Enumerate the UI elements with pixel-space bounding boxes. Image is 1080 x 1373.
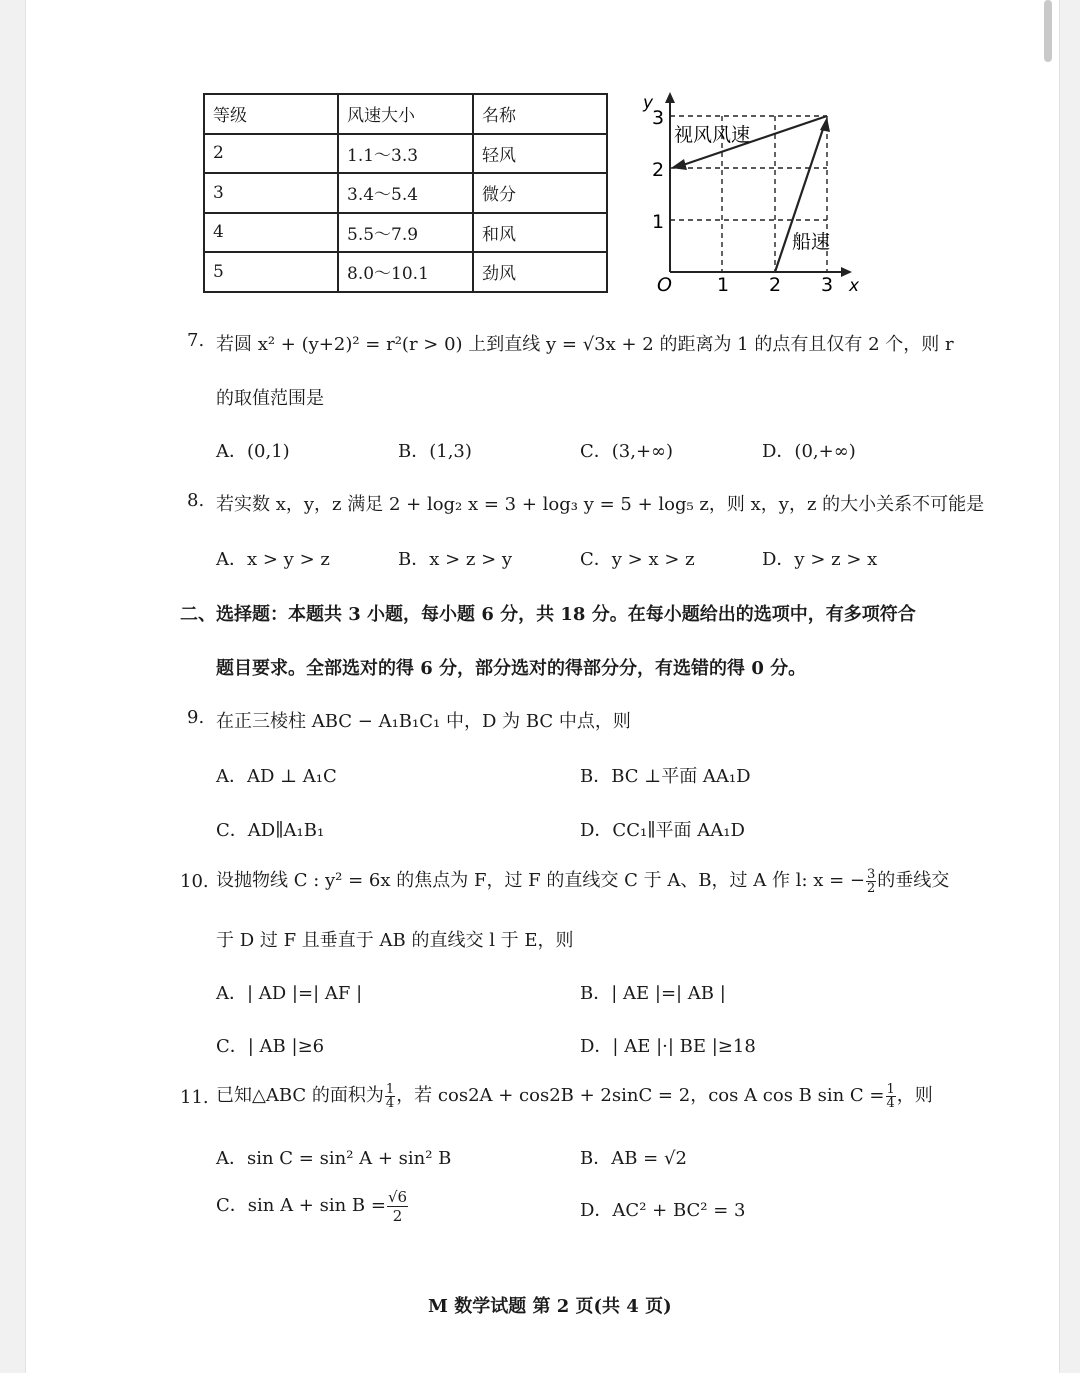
q10-option-b: B．| AE |=| AB | bbox=[580, 983, 726, 1004]
q10-option-c: C．| AB |≥6 bbox=[216, 1036, 325, 1057]
wind-vector-diagram bbox=[640, 88, 870, 298]
table-header-cell: 风速大小 bbox=[338, 94, 473, 134]
table-row bbox=[204, 134, 607, 174]
q11-option-d: D．AC² + BC² = 3 bbox=[580, 1200, 746, 1221]
table-cell: 轻风 bbox=[473, 134, 607, 174]
q7-option-a: A．(0,1) bbox=[216, 441, 290, 462]
table-header-row bbox=[204, 94, 607, 134]
table-row bbox=[204, 213, 607, 253]
wind-level-table bbox=[203, 93, 608, 293]
q8-option-b: B．x > z > y bbox=[398, 549, 513, 570]
question-9-number: 9. bbox=[187, 707, 205, 728]
table-row bbox=[204, 173, 607, 213]
q11-option-a: A．sin C = sin² A + sin² B bbox=[216, 1148, 452, 1169]
table-cell: 2 bbox=[204, 134, 338, 174]
q11-option-b: B．AB = √2 bbox=[580, 1148, 687, 1169]
y-tick-label: 2 bbox=[652, 159, 665, 181]
fraction bbox=[886, 1083, 896, 1110]
section-2-heading-cont: 题目要求。全部选对的得 6 分，部分选对的得部分分，有选错的得 0 分。 bbox=[216, 658, 807, 679]
q9-option-d: D．CC₁∥平面 AA₁D bbox=[580, 820, 745, 841]
q11-option-c-text: C．sin A + sin B = bbox=[216, 1195, 386, 1216]
fraction-denominator: 2 bbox=[867, 880, 876, 896]
table-cell: 劲风 bbox=[473, 252, 607, 292]
x-axis-label: x bbox=[849, 276, 860, 296]
question-9-text: 在正三棱柱 ABC − A₁B₁C₁ 中，D 为 BC 中点，则 bbox=[216, 711, 631, 732]
table-row bbox=[204, 252, 607, 292]
x-tick-label: 2 bbox=[769, 274, 782, 296]
question-11-text-c: ，则 bbox=[896, 1085, 933, 1106]
question-10-text bbox=[216, 866, 949, 896]
table-header-cell: 等级 bbox=[204, 94, 338, 134]
fraction-denominator: 4 bbox=[385, 1095, 395, 1111]
question-7-text-cont: 的取值范围是 bbox=[216, 388, 324, 409]
q10-option-d: D．| AE |·| BE |≥18 bbox=[580, 1036, 756, 1057]
question-10-text-b: 的垂线交 bbox=[877, 870, 950, 891]
table-cell: 5.5～7.9 bbox=[338, 213, 473, 253]
x-tick-label: 3 bbox=[821, 274, 834, 296]
fraction-denominator: 2 bbox=[392, 1206, 403, 1225]
q7-option-b: B．(1,3) bbox=[398, 441, 472, 462]
x-tick-label: 1 bbox=[717, 274, 730, 296]
table-cell: 1.1～3.3 bbox=[338, 134, 473, 174]
table-cell: 微分 bbox=[473, 173, 607, 213]
origin-label: O bbox=[657, 274, 672, 296]
question-11-text-a: 已知△ABC 的面积为 bbox=[216, 1085, 384, 1106]
q9-option-b: B．BC ⊥平面 AA₁D bbox=[580, 766, 751, 787]
question-8-text: 若实数 x，y，z 满足 2 + log₂ x = 3 + log₃ y = 5 + log₅ z，则 x，y，z 的大小关系不可能是 bbox=[216, 494, 985, 515]
section-2-heading: 二、选择题：本题共 3 小题，每小题 6 分，共 18 分。在每小题给出的选项中，有多项符合 bbox=[180, 604, 916, 625]
fraction bbox=[866, 868, 876, 895]
question-7-number: 7. bbox=[187, 330, 205, 351]
q7-option-c: C．(3,+∞) bbox=[580, 441, 674, 462]
question-11-text-b: ，若 cos2A + cos2B + 2sinC = 2，cos A cos B sin C = bbox=[396, 1085, 885, 1106]
question-11-text bbox=[216, 1080, 933, 1112]
table-cell: 8.0～10.1 bbox=[338, 252, 473, 292]
y-axis-label: y bbox=[643, 93, 654, 113]
fraction-numerator: 3 bbox=[867, 866, 876, 882]
q9-option-a: A．AD ⊥ A₁C bbox=[216, 766, 337, 787]
question-10-text-a: 设抛物线 C : y² = 6x 的焦点为 F，过 F 的直线交 C 于 A、B，过 A 作 l: x = − bbox=[216, 870, 866, 891]
q10-option-a: A．| AD |=| AF | bbox=[216, 983, 363, 1004]
q8-option-a: A．x > y > z bbox=[216, 549, 330, 570]
question-7-text: 若圆 x² + (y+2)² = r²(r > 0) 上到直线 y = √3x + 2 的距离为 1 的点有且仅有 2 个，则 r bbox=[216, 334, 954, 355]
question-8-number: 8. bbox=[187, 490, 205, 511]
scrollbar[interactable] bbox=[1044, 0, 1052, 62]
q11-option-c bbox=[216, 1184, 409, 1228]
table-cell: 3 bbox=[204, 173, 338, 213]
fraction bbox=[387, 1188, 408, 1225]
q9-option-c: C．AD∥A₁B₁ bbox=[216, 820, 325, 841]
y-tick-label: 1 bbox=[652, 211, 665, 233]
fraction-denominator: 4 bbox=[886, 1095, 895, 1111]
y-axis-arrow bbox=[665, 92, 675, 103]
fraction-numerator: 1 bbox=[385, 1081, 395, 1097]
table-cell: 3.4～5.4 bbox=[338, 173, 473, 213]
fraction-numerator: √6 bbox=[387, 1187, 408, 1206]
y-tick-label: 3 bbox=[652, 107, 665, 129]
table-cell: 5 bbox=[204, 252, 338, 292]
table-header-cell: 名称 bbox=[473, 94, 607, 134]
question-11-number: 11. bbox=[180, 1087, 209, 1108]
q7-option-d: D．(0,+∞) bbox=[762, 441, 856, 462]
fraction bbox=[385, 1083, 395, 1110]
apparent-wind-label: 视风风速 bbox=[674, 124, 751, 146]
table-cell: 4 bbox=[204, 213, 338, 253]
ship-speed-label: 船速 bbox=[792, 231, 831, 253]
ship-speed-arrowhead bbox=[820, 117, 830, 132]
fraction-numerator: 1 bbox=[886, 1081, 895, 1097]
q8-option-c: C．y > x > z bbox=[580, 549, 695, 570]
page-footer: M 数学试题 第 2 页(共 4 页) bbox=[428, 1296, 672, 1317]
question-10-text-cont: 于 D 过 F 且垂直于 AB 的直线交 l 于 E，则 bbox=[216, 930, 574, 951]
question-10-number: 10. bbox=[180, 871, 209, 892]
table-cell: 和风 bbox=[473, 213, 607, 253]
q8-option-d: D．y > z > x bbox=[762, 549, 878, 570]
